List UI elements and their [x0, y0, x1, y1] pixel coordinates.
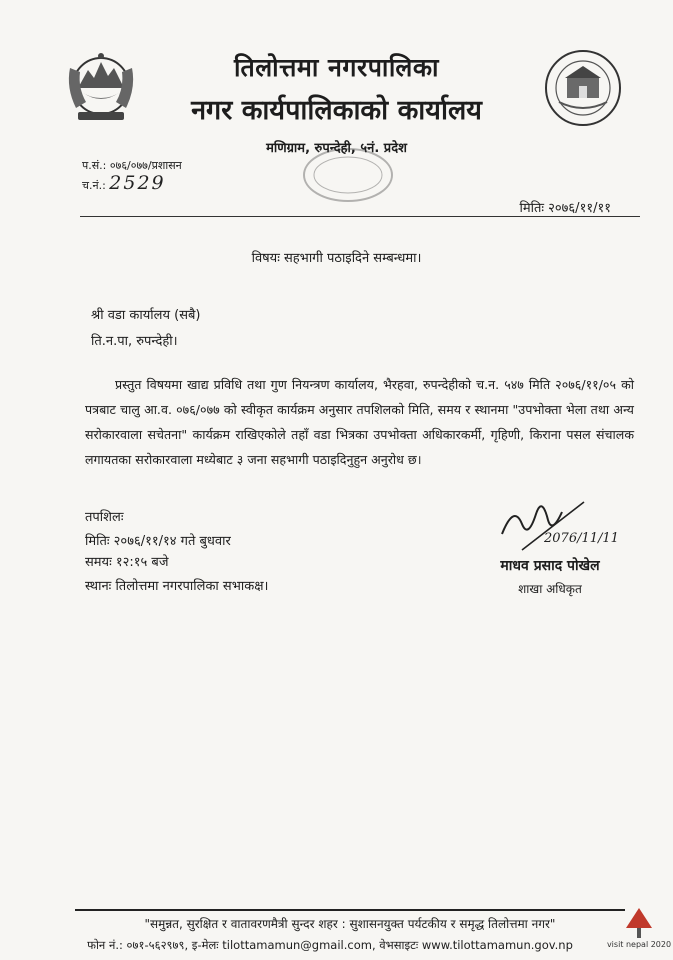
addressee-line-1: श्री वडा कार्यालय (सबै): [91, 308, 201, 323]
subject-line: विषयः सहभागी पठाइदिने सम्बन्धमा।: [251, 251, 422, 266]
details-time: समयः १२:१५ बजे: [85, 555, 169, 570]
signature-mark-icon: [492, 484, 619, 556]
municipality-name: तिलोत्तमा नगरपालिका: [233, 53, 439, 82]
details-date: मितिः २०७६/११/१४ गते बुधवार: [85, 534, 231, 549]
signatory-designation: शाखा अधिकृत: [518, 582, 582, 596]
visit-nepal-text: visit nepal 2020: [606, 940, 672, 949]
footer-slogan: "समुन्नत, सुरक्षित र वातावरणमैत्री सुन्दर शहर : सुशासनयुक्त पर्यटकीय र समृद्ध तिलोत्तमा नगर": [144, 917, 556, 931]
footer-divider: [75, 909, 625, 911]
municipality-logo-icon: [543, 48, 623, 128]
reference-cn: [82, 172, 166, 194]
visit-nepal-logo-icon: [606, 902, 672, 958]
reference-ps: प.सं.: ०७६/०७७/प्रशासन: [82, 159, 182, 172]
body-paragraph: प्रस्तुत विषयमा खाद्य प्रविधि तथा गुण नियन्त्रण कार्यालय, भैरहवा, रुपन्देहीको च.न. ५४७ मिति २०७६/११/०५ को पत्रबाट चालु आ.व. ०७६/०७७ को स्वीकृत कार्यक्रम अनुसार तपशिलको मिति, समय र स्थानमा "उपभोक्ता भेला तथा अन्य सरोकारवाला सचेतना" कार्यक्रम राखिएकोले तहाँ वडा भित्रका उपभोक्ता अधिकारकर्मी, गृहिणी, किराना पसल संचालक लगायतका सरोकारवाला मध्येबाट ३ जना सहभागी पठाइदिनुहुन अनुरोध छ।: [85, 377, 634, 467]
reference-cn-label: च.नं.:: [82, 179, 106, 192]
details-title: तपशिलः: [85, 510, 124, 525]
reference-cn-number: 2529: [109, 172, 166, 194]
nepal-emblem-icon: [62, 48, 140, 130]
signatory-name: माधव प्रसाद पोखेल: [500, 558, 600, 574]
letter-date: मितिः २०७६/११/११: [519, 201, 611, 216]
office-stamp-icon: [300, 145, 396, 205]
signature-handwritten-date: 2076/11/11: [544, 531, 619, 546]
addressee-line-2: ति.न.पा, रुपन्देही।: [91, 334, 178, 349]
office-address: मणिग्राम, रुपन्देही, ५नं. प्रदेश: [266, 141, 407, 156]
office-name: नगर कार्यपालिकाको कार्यालय: [191, 95, 482, 126]
details-place: स्थानः तिलोत्तमा नगरपालिका सभाकक्ष।: [85, 579, 269, 594]
header-divider: [80, 216, 640, 217]
footer-contact: फोन नं.: ०७१-५६२९७९, इ-मेलः tilottamamun@gmail.com, वेभसाइटः www.tilottamamun.gov.np: [87, 938, 573, 952]
